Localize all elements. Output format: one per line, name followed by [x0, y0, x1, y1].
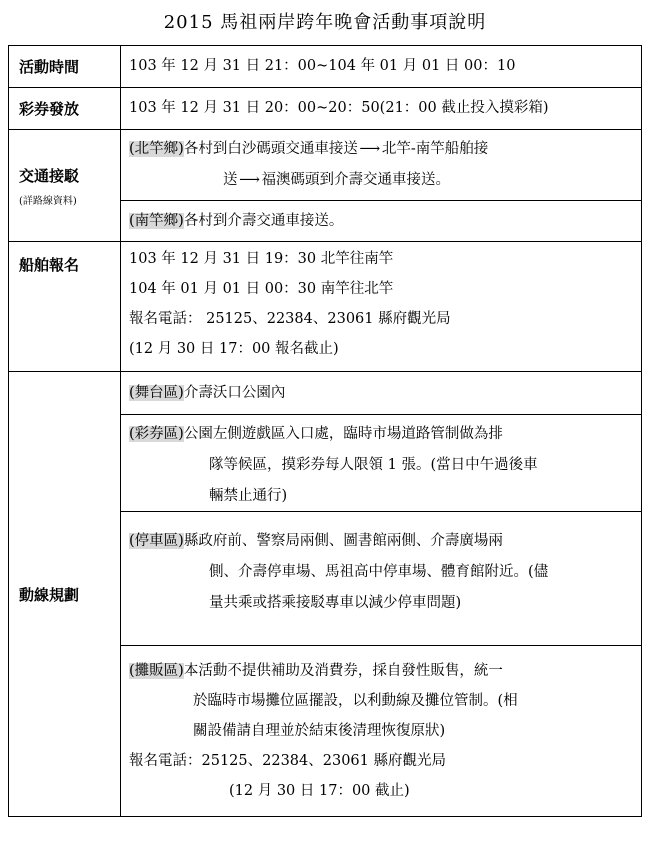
- north-block: [121, 130, 641, 201]
- stage-tag: (舞台區): [129, 385, 184, 401]
- parking-line-1: [129, 526, 635, 557]
- vendor-line-4: 報名電話：25125、22384、23061 縣府觀光局: [129, 753, 446, 769]
- table-row: [9, 46, 642, 88]
- vendor-line-2: 於臨時市場攤位區擺設，以利動線及攤位管制。(相: [193, 693, 518, 709]
- vendor-line-1: [129, 656, 635, 686]
- event-info-table: [8, 45, 642, 817]
- row-label-plan: 動線規劃: [9, 372, 121, 817]
- vendor-line-5: (12 月 30 日 17：00 截止): [229, 783, 410, 799]
- transport-cell: [121, 130, 642, 242]
- transport-sublabel: (詳路線資料): [19, 195, 77, 207]
- table-row: [9, 372, 642, 817]
- parking-block: [121, 512, 641, 646]
- north-text-2b: 福澳碼頭到介壽交通車接送。: [261, 172, 450, 188]
- boat-line-1: 103 年 12 月 31 日 19：30 北竿往南竿: [129, 251, 394, 267]
- boat-line-4: (12 月 30 日 17：00 報名截止): [129, 341, 339, 357]
- boat-line-2: 104 年 01 月 01 日 00：30 南竿往北竿: [129, 281, 394, 297]
- lottery-text-1: 公園左側遊戲區入口處，臨時市場道路管制做為排: [183, 426, 503, 442]
- row-value-lottery: 103 年 12 月 31 日 20：00~20：50(21：00 截止投入摸彩箱): [121, 88, 642, 130]
- transport-label: 交通接駁: [19, 166, 80, 185]
- table-row: [9, 88, 642, 130]
- stage-block: [121, 372, 641, 415]
- arrow-icon: ⟶: [239, 172, 260, 188]
- row-label-transport: [9, 130, 121, 242]
- parking-line-3: 量共乘或搭乘接駁專車以減少停車問題): [209, 595, 462, 611]
- plan-cell: [121, 372, 642, 817]
- table-row: [9, 242, 642, 372]
- stage-text: 介壽沃口公園內: [183, 385, 286, 401]
- vendor-line-3: 關設備請自理並於結束後清理恢復原狀): [193, 723, 446, 739]
- north-line-1: [129, 134, 635, 165]
- parking-line-2: 側、介壽停車場、馬祖高中停車場、體育館附近。(儘: [209, 564, 549, 580]
- boat-line-3: 報名電話： 25125、22384、23061 縣府觀光局: [129, 311, 451, 327]
- north-line-2: [129, 165, 635, 196]
- north-text-1: 各村到白沙碼頭交通車接送: [183, 141, 358, 157]
- vendor-block: [121, 646, 641, 816]
- lottery-tag: (彩券區): [129, 426, 184, 442]
- row-label-boat: 船舶報名: [9, 242, 121, 372]
- table-row: [9, 130, 642, 242]
- south-text: 各村到介壽交通車接送。: [183, 213, 344, 229]
- lottery-line-1: [129, 419, 635, 450]
- row-value-time: 103 年 12 月 31 日 21：00~104 年 01 月 01 日 00：10: [121, 46, 642, 88]
- north-text-1b: 北竿-南竿船舶接: [381, 141, 489, 157]
- north-text-2a: 送: [223, 172, 238, 188]
- parking-tag: (停車區): [129, 533, 184, 549]
- vendor-text-1: 本活動不提供補助及消費券，採自發性販售，統一: [183, 663, 503, 679]
- vendor-tag: (攤販區): [129, 663, 184, 679]
- lottery-area-block: [121, 415, 641, 512]
- south-tag: (南竿鄉): [129, 213, 184, 229]
- parking-text-1: 縣政府前、警察局兩側、圖書館兩側、介壽廣場兩: [183, 533, 503, 549]
- row-label-lottery: 彩券發放: [9, 88, 121, 130]
- arrow-icon: ⟶: [359, 141, 381, 157]
- north-tag: (北竿鄉): [129, 141, 184, 157]
- document-title: 2015 馬祖兩岸跨年晚會活動事項說明: [163, 12, 487, 33]
- lottery-line-2: 隊等候區，摸彩券每人限領 1 張。(當日中午過後車: [209, 457, 538, 473]
- row-label-time: 活動時間: [9, 46, 121, 88]
- row-value-boat: [121, 242, 642, 372]
- lottery-line-3: 輛禁止通行): [209, 488, 288, 504]
- south-block: [121, 201, 641, 241]
